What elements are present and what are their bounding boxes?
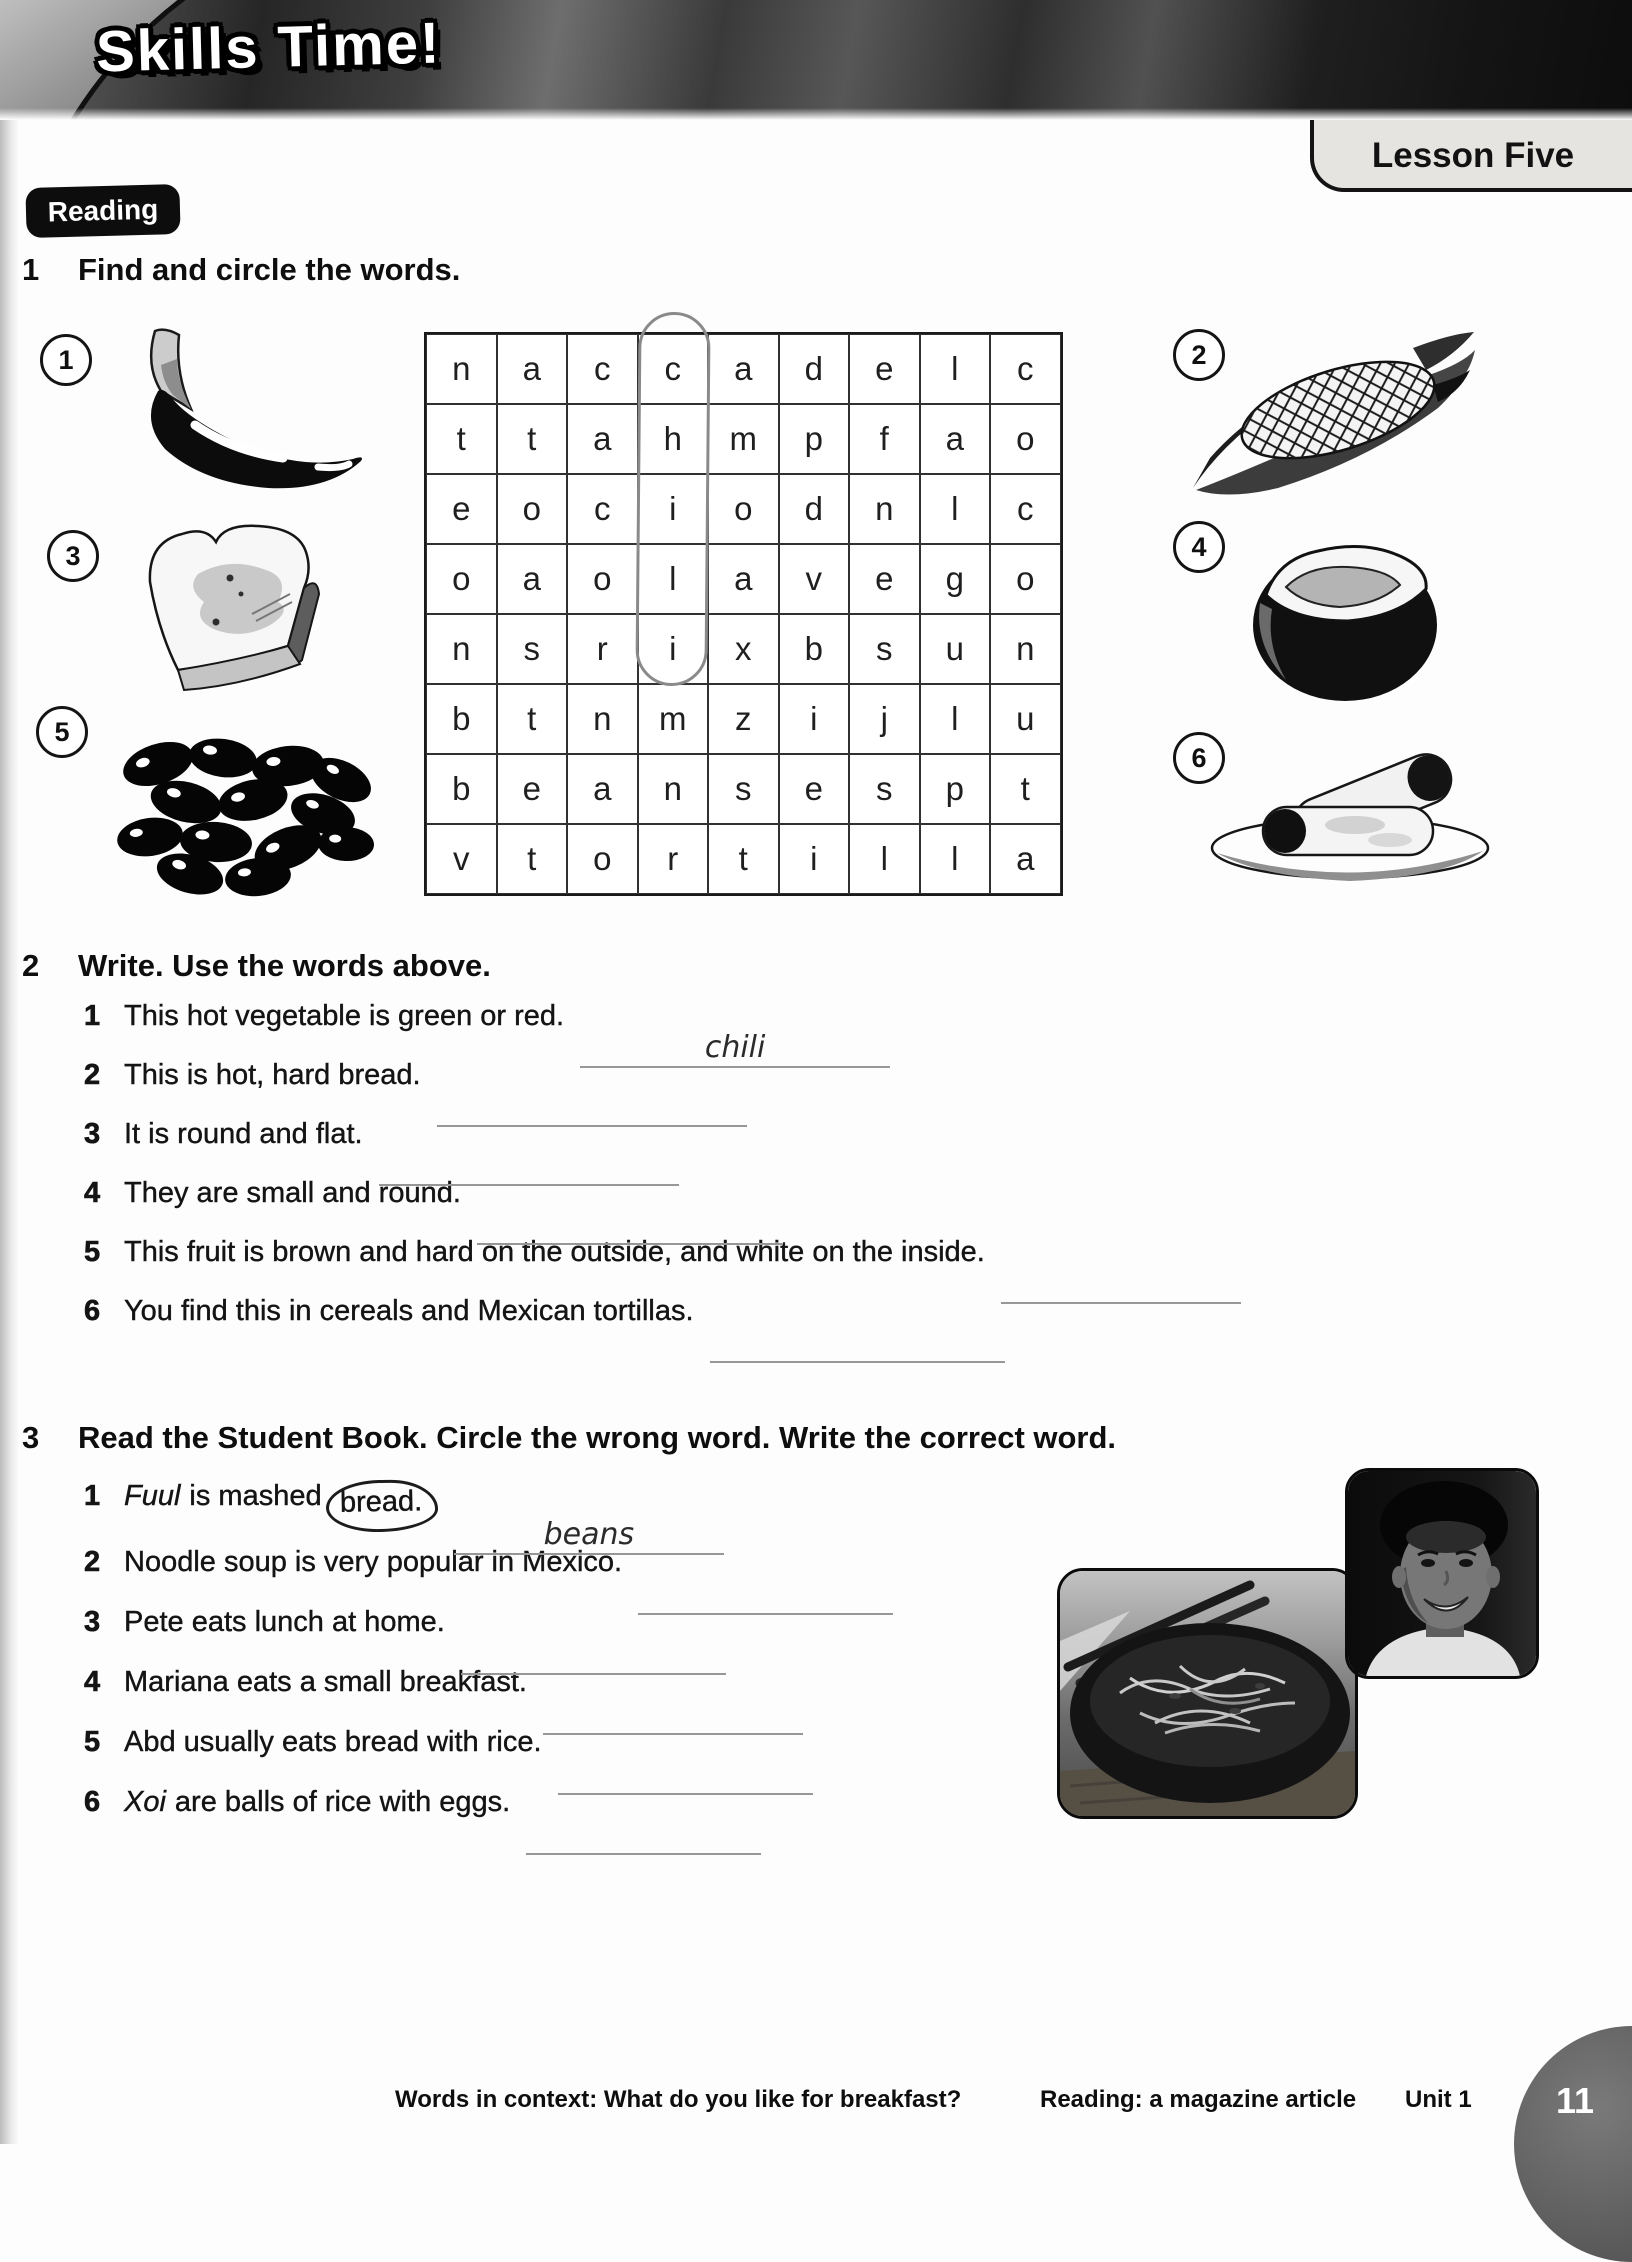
circled-wrong-word: bread.	[325, 1479, 438, 1533]
item-number: 6	[84, 1295, 101, 1327]
exercise2-item-4	[84, 1177, 1582, 1236]
exercise1-instruction: Find and circle the words.	[78, 252, 461, 287]
picture-number-4: 4	[1173, 521, 1225, 573]
answer-blank[interactable]	[558, 1759, 813, 1795]
grid-cell: d	[779, 334, 850, 404]
picture-number-6: 6	[1173, 732, 1225, 784]
answer-blank[interactable]	[461, 1639, 726, 1675]
grid-cell: h	[638, 404, 709, 474]
grid-cell: o	[426, 544, 497, 614]
grid-cell: o	[567, 824, 638, 894]
page-corner	[1514, 2026, 1632, 2262]
grid-cell: a	[708, 334, 779, 404]
tortillas-plate-icon	[1205, 745, 1495, 887]
grid-cell: n	[567, 684, 638, 754]
grid-cell: o	[708, 474, 779, 544]
coconut-icon	[1248, 525, 1443, 703]
header-banner	[0, 0, 1632, 120]
grid-cell: r	[567, 614, 638, 684]
item-number: 5	[84, 1236, 101, 1268]
item-number: 5	[84, 1726, 101, 1758]
grid-cell: e	[497, 754, 568, 824]
item-text: You find this in cereals and Mexican tortillas.	[124, 1295, 694, 1327]
grid-cell: j	[849, 684, 920, 754]
grid-cell: a	[567, 754, 638, 824]
grid-cell: t	[708, 824, 779, 894]
item-number: 1	[84, 1480, 101, 1512]
grid-cell: c	[638, 334, 709, 404]
grid-cell: g	[920, 544, 991, 614]
grid-cell: v	[426, 824, 497, 894]
answer-blank[interactable]	[437, 1091, 747, 1127]
grid-cell: s	[497, 614, 568, 684]
reading-badge: Reading	[25, 184, 180, 238]
item-text: Noodle soup is very popular in Mexico.	[124, 1546, 623, 1578]
grid-cell: n	[849, 474, 920, 544]
item-number: 1	[84, 1000, 101, 1032]
grid-cell: s	[708, 754, 779, 824]
grid-cell: t	[426, 404, 497, 474]
answer-blank[interactable]	[1001, 1268, 1241, 1304]
grid-cell: a	[708, 544, 779, 614]
answer-blank[interactable]	[638, 1579, 893, 1615]
exercise2-item-3	[84, 1118, 1582, 1177]
grid-cell: l	[920, 824, 991, 894]
item-text: Pete eats lunch at home.	[124, 1606, 445, 1638]
grid-cell: e	[779, 754, 850, 824]
circled-word-chili	[635, 312, 710, 687]
picture-number-1: 1	[40, 334, 92, 386]
grid-cell: m	[638, 684, 709, 754]
grid-cell: n	[638, 754, 709, 824]
item-text: Abd usually eats bread with rice.	[124, 1726, 542, 1758]
exercise2-item-1	[84, 1000, 1582, 1065]
grid-cell: t	[497, 684, 568, 754]
grid-cell: l	[638, 544, 709, 614]
grid-cell: v	[779, 544, 850, 614]
item-text: is mashed	[189, 1480, 322, 1512]
grid-cell: n	[990, 614, 1061, 684]
beans-icon	[98, 722, 378, 900]
grid-cell: u	[920, 614, 991, 684]
grid-cell: r	[638, 824, 709, 894]
handwritten-answer: beans	[543, 1517, 635, 1552]
grid-cell: i	[638, 474, 709, 544]
grid-cell: x	[708, 614, 779, 684]
grid-cell: o	[990, 544, 1061, 614]
noodle-soup-photo	[1057, 1568, 1358, 1819]
grid-cell: c	[567, 334, 638, 404]
page-title: Skills Time!	[95, 10, 443, 85]
grid-cell: u	[990, 684, 1061, 754]
answer-blank[interactable]	[526, 1819, 761, 1855]
grid-cell: a	[497, 544, 568, 614]
picture-number-3: 3	[47, 530, 99, 582]
italic-word: Xoi	[124, 1786, 166, 1818]
bread-slice-icon	[120, 518, 335, 700]
answer-blank[interactable]	[543, 1699, 803, 1735]
grid-cell: i	[779, 824, 850, 894]
grid-cell: o	[497, 474, 568, 544]
item-text: Mariana eats a small breakfast.	[124, 1666, 527, 1698]
grid-cell: i	[779, 684, 850, 754]
answer-blank[interactable]	[580, 1032, 890, 1068]
item-number: 4	[84, 1177, 101, 1209]
grid-cell: s	[849, 754, 920, 824]
item-number: 2	[84, 1546, 101, 1578]
grid-cell: z	[708, 684, 779, 754]
item-text: It is round and flat.	[124, 1118, 363, 1150]
grid-cell: p	[779, 404, 850, 474]
grid-cell: n	[426, 334, 497, 404]
grid-cell: l	[920, 684, 991, 754]
item-number: 3	[84, 1606, 101, 1638]
grid-cell: n	[426, 614, 497, 684]
exercise1-header	[22, 252, 460, 288]
word-search-grid	[424, 332, 1063, 896]
item-text: This hot vegetable is green or red.	[124, 1000, 565, 1032]
grid-cell: c	[990, 474, 1061, 544]
exercise1-number: 1	[22, 252, 40, 287]
grid-cell: e	[849, 334, 920, 404]
grid-cell: a	[497, 334, 568, 404]
item-number: 6	[84, 1786, 101, 1818]
handwritten-answer: chili	[704, 1030, 766, 1065]
lesson-tab: Lesson Five	[1310, 100, 1632, 192]
grid-cell: b	[426, 684, 497, 754]
item-text: This is hot, hard bread.	[124, 1059, 421, 1091]
grid-cell: t	[990, 754, 1061, 824]
grid-cell: l	[920, 334, 991, 404]
italic-word: Fuul	[124, 1480, 181, 1512]
item-number: 3	[84, 1118, 101, 1150]
item-text: are balls of rice with eggs.	[174, 1786, 511, 1818]
grid-cell: i	[638, 614, 709, 684]
footer-unit: Unit 1	[1405, 2086, 1472, 2113]
grid-cell: p	[920, 754, 991, 824]
exercise3-instruction: Read the Student Book. Circle the wrong word. Write the correct word.	[78, 1420, 1117, 1455]
grid-cell: b	[426, 754, 497, 824]
grid-cell: e	[426, 474, 497, 544]
page-left-edge	[0, 110, 20, 2144]
page-number: 11	[1556, 2080, 1595, 2121]
item-text: This fruit is brown and hard on the outside, and white on the inside.	[124, 1236, 985, 1268]
answer-blank[interactable]	[710, 1327, 1005, 1363]
grid-cell: s	[849, 614, 920, 684]
grid-cell: b	[779, 614, 850, 684]
grid-cell: e	[849, 544, 920, 614]
grid-cell: o	[990, 404, 1061, 474]
grid-cell: t	[497, 824, 568, 894]
grid-cell: f	[849, 404, 920, 474]
exercise2	[22, 948, 1582, 1354]
exercise2-item-5	[84, 1236, 1582, 1295]
chili-pepper-icon	[103, 325, 368, 500]
exercise2-number: 2	[22, 948, 40, 983]
answer-blank[interactable]	[379, 1150, 679, 1186]
item-number: 2	[84, 1059, 101, 1091]
grid-cell: a	[920, 404, 991, 474]
item-number: 4	[84, 1666, 101, 1698]
exercise2-item-6	[84, 1295, 1582, 1354]
exercise2-instruction: Write. Use the words above.	[78, 948, 491, 983]
exercise3-number: 3	[22, 1420, 40, 1455]
grid-cell: t	[497, 404, 568, 474]
grid-cell: l	[920, 474, 991, 544]
picture-number-5: 5	[36, 706, 88, 758]
footer-reading-type: Reading: a magazine article	[1040, 2086, 1357, 2113]
exercise3-header	[22, 1420, 1582, 1456]
grid-cell: c	[567, 474, 638, 544]
boy-photo	[1345, 1468, 1539, 1679]
answer-blank[interactable]	[454, 1519, 724, 1555]
answer-blank[interactable]	[477, 1209, 782, 1245]
corn-cob-icon	[1188, 330, 1478, 502]
exercise2-header	[22, 948, 1582, 984]
footer-words-in-context: Words in context: What do you like for breakfast?	[395, 2086, 962, 2113]
grid-cell: m	[708, 404, 779, 474]
grid-cell: o	[567, 544, 638, 614]
grid-cell: c	[990, 334, 1061, 404]
grid-cell: d	[779, 474, 850, 544]
grid-cell: a	[567, 404, 638, 474]
grid-cell: l	[849, 824, 920, 894]
picture-number-2: 2	[1173, 329, 1225, 381]
grid-cell: a	[990, 824, 1061, 894]
item-text: They are small and round.	[124, 1177, 461, 1209]
